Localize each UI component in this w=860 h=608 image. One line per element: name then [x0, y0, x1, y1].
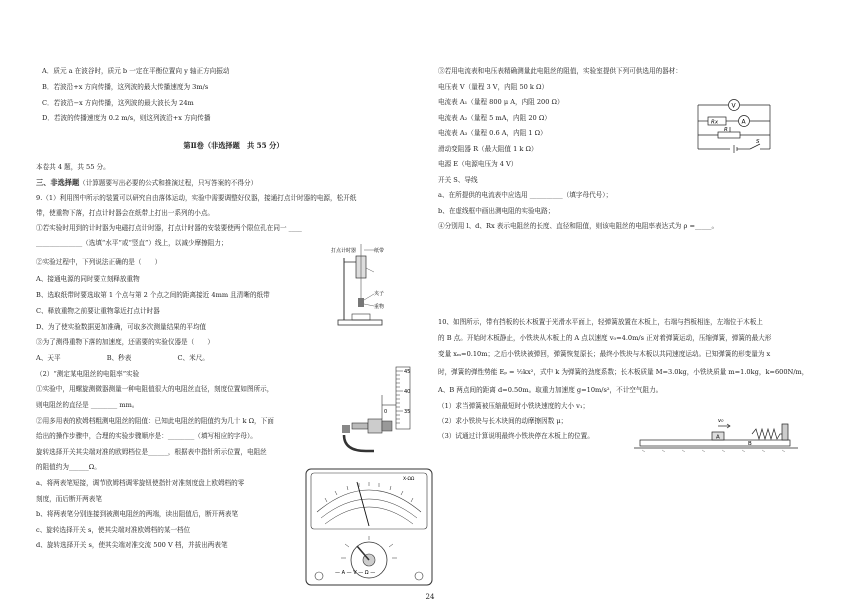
- q9-line: 刻度，而后断开两表笔: [36, 495, 102, 503]
- q9-cont-line: 电流表 A₃（量程 0.6 A，内阻 1 Ω）: [438, 129, 547, 137]
- section-title: 第Ⅱ卷（非选择题 共 55 分）: [183, 141, 284, 150]
- q10-line: 变量 xₘ=0.10m；之后小铁块被弹回，弹簧恢复原长；最终小铁块与木板以共同速度运动。已知弹簧的形变量为 x: [438, 350, 771, 358]
- q9-line: C、释放重物之前要让重物靠近打点计时器: [36, 307, 160, 315]
- circuit-diagram: [690, 93, 776, 163]
- v0-label: v₀: [718, 418, 724, 424]
- voltmeter-label: V: [731, 102, 736, 110]
- section-note: 本卷共 4 题，共 55 分。: [36, 163, 110, 171]
- q9-line: （2）“测定某电阻丝的电阻率”实验: [36, 370, 140, 378]
- q9-cont-line: b、在虚线框中画出测电阻的实验电路；: [438, 207, 555, 215]
- multimeter-figure: [305, 468, 433, 586]
- q9-cont-line: ④分别用 l、d、Rx 表示电阻丝的长度、直径和阻值，则该电阻丝的电阻率表达式为 ρ =_____。: [438, 222, 719, 230]
- q9-line: c、旋转选择开关 s，使其尖端对准欧姆档的某一档位: [36, 526, 191, 534]
- scale-40-label: 40: [404, 389, 411, 395]
- q9-cont-line: 滑动变阻器 R（最大阻值 1 k Ω）: [438, 145, 538, 153]
- scale-45-label: 45: [404, 369, 411, 375]
- q10-line: 的 B 点。开始时木板静止，小铁块从木板上的 A 点以速度 v₀=4.0m/s 正对着弹簧运动，压缩弹簧，弹簧的最大形: [438, 334, 772, 342]
- q9-line: A、天平 B、秒表 C、米尺。: [36, 354, 209, 362]
- q9-line: ①实验中，用螺旋测微器测量一种电阻值很大的电阻丝直径，刻度位置如图所示，: [36, 385, 274, 393]
- q9-line: d、旋转选择开关 s，使其尖端对准交流 500 V 档，并拔出两表笔: [36, 541, 228, 549]
- timer-apparatus-figure: [330, 240, 400, 328]
- q9-line: ③为了测得重物下落的加速度，还需要的实验仪器是（ ）: [36, 338, 215, 346]
- q9-line: ①若实验时用到的计时器为电磁打点计时器，打点计时器的安装要使两个限位孔在同一 ____: [36, 224, 302, 232]
- switch-label: S: [756, 139, 760, 145]
- q9-cont-line: 电压表 V（量程 3 V，内阻 50 k Ω）: [438, 83, 549, 91]
- q9-line: D、为了使实验数据更加准确，可取多次测量结果的平均值: [36, 323, 207, 331]
- q9-line: ②实验过程中，下列说法正确的是（ ）: [36, 258, 162, 266]
- rheostat-label: R: [724, 127, 728, 133]
- q9-cont-line: 电流表 A₂（量程 5 mA，内阻 20 Ω）: [438, 114, 551, 122]
- point-a-label: A: [716, 434, 720, 441]
- q9-line: 则电阻丝的直径是 ________ mm。: [36, 401, 139, 409]
- q9-cont-line: a、在所提供的电流表中应选用 __________（填字母代号）；: [438, 191, 613, 199]
- q9-line: B、选取纸带时要选取第 1 个点与第 2 个点之间的距离接近 4mm 且清晰的纸带: [36, 291, 270, 299]
- q9-cont-line: ③若用电流表和电压表精确测量此电阻丝的阻值，实验室提供下列可供选用的器材：: [438, 67, 682, 75]
- weight-label: 重物: [374, 304, 385, 310]
- clip-label: 夹子: [374, 291, 385, 297]
- q10-line: A、B 两点间的距离 d=0.50m。取重力加速度 g=10m/s²，不计空气阻力。: [438, 386, 663, 394]
- q10-line: 10、如图所示，带有挡板的长木板置于光滑水平面上，轻弹簧放置在木板上，右端与挡板相连，左端位于木板上: [438, 318, 763, 326]
- q9-line: A、接通电源的同时要立刻释放重物: [36, 275, 140, 283]
- rx-label: Rx: [711, 119, 719, 126]
- part-note: （计算题要写出必要的公式和推演过程，只写答案的不得分）: [79, 179, 258, 187]
- q10-line: （1）求当弹簧被压缩最短时小铁块速度的大小 v₁；: [438, 402, 590, 410]
- tape-label: 纸带: [374, 248, 385, 254]
- part-heading-line: [36, 179, 257, 187]
- q9-cont-line: 开关 S、导线: [438, 176, 478, 184]
- meter-brand: X-ΩΩ: [403, 477, 415, 482]
- q9-cont-line: 电流表 A₁（量程 800 μ A，内阻 200 Ω）: [438, 98, 564, 106]
- option-b: B．若波沿+x 方向传播，这列波的最大传播速度为 3m/s: [42, 83, 209, 91]
- q9-line: 带，使重物下落，打点计时器会在纸带上打出一系列的小点。: [36, 209, 215, 217]
- q10-line: 时，弹簧的弹性势能 Eₚ = ½kx²，式中 k 为弹簧的劲度系数；长木板质量 M=3.0kg，小铁块质量 m=1.0kg，k=600N/m，: [438, 368, 809, 376]
- q9-line: ②用多用表的欧姆档粗测电阻丝的阻值：已知此电阻丝的阻值约为几十 k Ω，下面: [36, 417, 274, 425]
- q9-line: a、将两表笔短接，调节欧姆档调零旋钮使指针对准刻度盘上欧姆档的零: [36, 479, 245, 487]
- q9-line: ______________（选填“水平”或“竖直”）线上，以减少摩擦阻力；: [36, 239, 228, 247]
- scale-0-label: 0: [384, 409, 388, 415]
- q9-line: 9.（1）利用图中所示的装置可以研究自由落体运动，实验中需要调整好仪器，接通打点计时器的电源，松开纸: [36, 194, 357, 202]
- q10-line: （3）试通过计算说明最终小铁块停在木板上的位置。: [438, 432, 594, 440]
- q9-line: 的阻值约为______Ω。: [36, 463, 101, 471]
- page-number: 24: [425, 593, 435, 601]
- option-d: D．若波的传播速度为 0.2 m/s，则这列波沿+x 方向传播: [42, 114, 211, 122]
- option-c: C．若波沿−x 方向传播，这列波的最大波长为 24m: [42, 99, 194, 107]
- timer-label: 打点计时器: [331, 248, 357, 254]
- part-heading: 三、非选择题: [36, 178, 80, 187]
- q9-line: b、将两表笔分别连接到被测电阻丝的两端，读出阻值后，断开两表笔: [36, 510, 239, 518]
- option-a: A．质元 a 在波谷时，质元 b 一定在平衡位置向 y 轴正方向振动: [42, 67, 230, 75]
- block-spring-figure: [632, 412, 800, 452]
- ammeter-label: A: [741, 118, 746, 126]
- q9-line: 旋转选择开关其尖端对准的欧姆档位是______，根据表中指针所示位置，电阻丝: [36, 448, 267, 456]
- point-b-label: B: [748, 441, 752, 447]
- q9-line: 给出的操作步骤中，合理的实验步骤顺序是：________（填写相应的字母）。: [36, 432, 257, 440]
- q9-cont-line: 电源 E（电源电压为 4 V）: [438, 160, 518, 168]
- scale-35-label: 35: [404, 409, 411, 415]
- meter-bottom-label: — A — V — Ω —: [335, 570, 376, 576]
- micrometer-figure: [340, 365, 420, 455]
- q10-line: （2）求小铁块与长木块间的动摩擦因数 μ；: [438, 417, 568, 425]
